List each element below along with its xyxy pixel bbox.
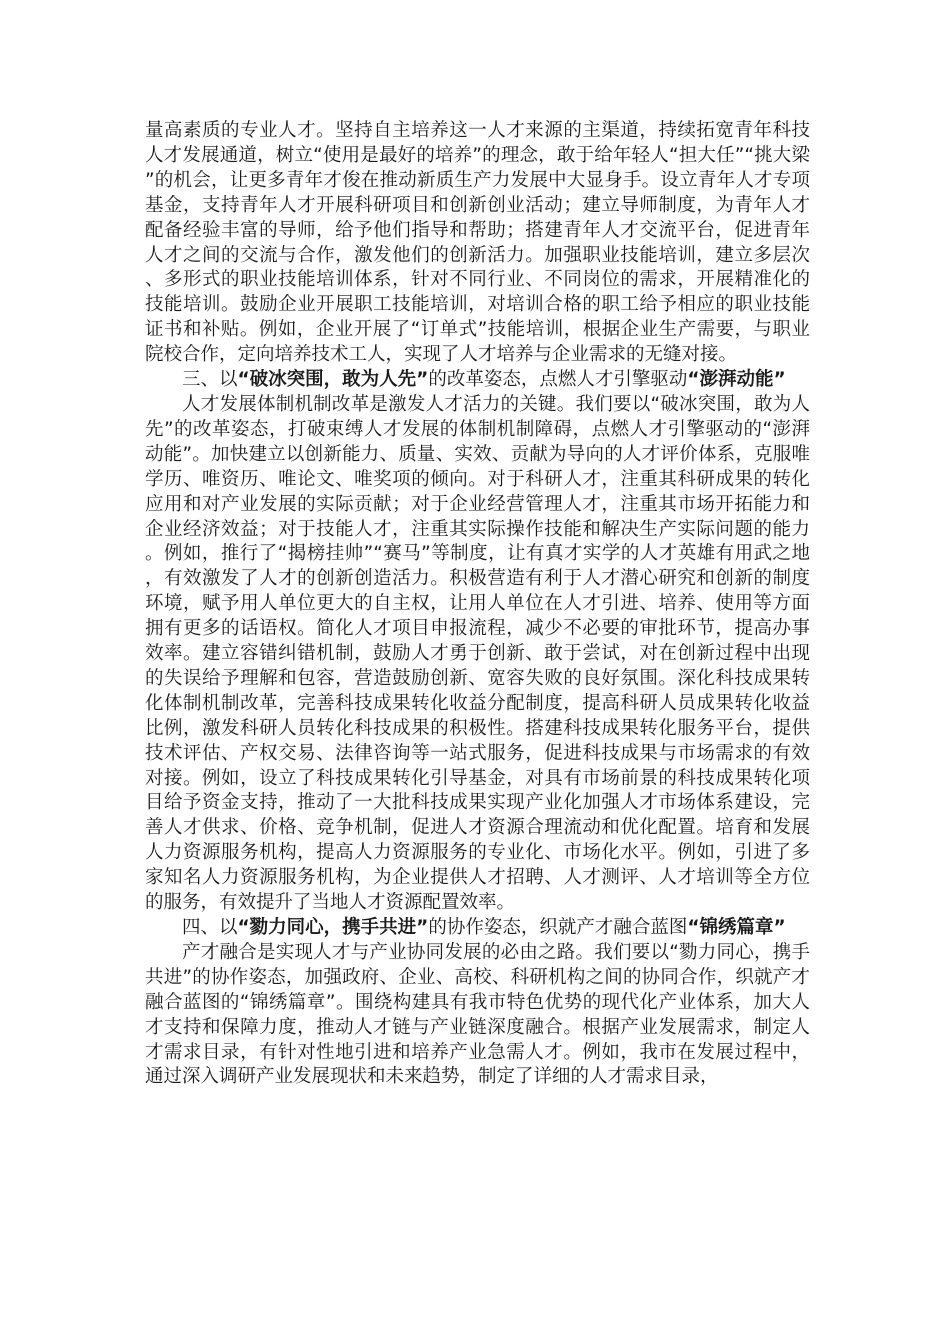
heading-3-quote-2: “澎湃动能” xyxy=(687,369,786,391)
document-page xyxy=(145,119,810,1090)
heading-3-prefix: 三、以 xyxy=(182,369,238,391)
heading-3-middle: 的改革姿态，点燃人才引擎驱动 xyxy=(428,369,688,391)
section-heading-3 xyxy=(145,368,810,393)
paragraph-talent-cultivation: 量高素质的专业人才。坚持自主培养这一人才来源的主渠道，持续拓宽青年科技人才发展通道，树立“使用是最好的培养”的理念，敢于给年轻人“担大任”“挑大梁”的机会，让更多青年才俊在推动新质生产力发展中大显身手。设立青年人才专项基金，支持青年人才开展科研项目和创新创业活动；建立导师制度，为青年人才配备经验丰富的导师，给予他们指导和帮助；搭建青年人才交流平台，促进青年人才之间的交流与合作，激发他们的创新活力。加强职业技能培训，建立多层次、多形式的职业技能培训体系，针对不同行业、不同岗位的需求，开展精准化的技能培训。鼓励企业开展职工技能培训，对培训合格的职工给予相应的职业技能证书和补贴。例如，企业开展了“订单式”技能培训，根据企业生产需要，与职业院校合作，定向培养技术工人，实现了人才培养与企业需求的无缝对接。 xyxy=(145,120,810,366)
paragraph-industry-talent-integration: 产才融合是实现人才与产业协同发展的必由之路。我们要以“勠力同心，携手共进”的协作姿态，加强政府、企业、高校、科研机构之间的协同合作，织就产才融合蓝图的“锦绣篇章”。围绕构建具有我市特色优势的现代化产业体系，加大人才支持和保障力度，推动人才链与产业链深度融合。根据产业发展需求，制定人才需求目录，有针对性地引进和培养产业急需人才。例如，我市在发展过程中，通过深入调研产业发展现状和未来趋势，制定了详细的人才需求目录， xyxy=(145,941,810,1088)
heading-4-prefix: 四、以 xyxy=(182,917,238,938)
heading-4-quote-1: “勠力同心，携手共进” xyxy=(237,917,429,938)
heading-4-quote-2: “锦绣篇章” xyxy=(687,917,786,938)
section-heading-4 xyxy=(145,916,810,941)
heading-3-quote-1: “破冰突围，敢为人先” xyxy=(237,369,429,391)
paragraph-reform: 人才发展体制机制改革是激发人才活力的关键。我们要以“破冰突围，敢为人先”的改革姿态，打破束缚人才发展的体制机制障碍，点燃人才引擎驱动的“澎湃动能”。加快建立以创新能力、质量、实效、贡献为导向的人才评价体系，克服唯学历、唯资历、唯论文、唯奖项的倾向。对于科研人才，注重其科研成果的转化应用和对产业发展的实际贡献；对于企业经营管理人才，注重其市场开拓能力和企业经济效益；对于技能人才，注重其实际操作技能和解决生产实际问题的能力。例如，推行了“揭榜挂帅”“赛马”等制度，让有真才实学的人才英雄有用武之地，有效激发了人才的创新创造活力。积极营造有利于人才潜心研究和创新的制度环境，赋予用人单位更大的自主权，让用人单位在人才引进、培养、使用等方面拥有更多的话语权。简化人才项目申报流程，减少不必要的审批环节，提高办事效率。建立容错纠错机制，鼓励人才勇于创新、敢于尝试，对在创新过程中出现的失误给予理解和包容，营造鼓励创新、宽容失败的良好氛围。深化科技成果转化体制机制改革，完善科技成果转化收益分配制度，提高科研人员成果转化收益比例，激发科研人员转化科技成果的积极性。搭建科技成果转化服务平台，提供技术评估、产权交易、法律咨询等一站式服务，促进科技成果与市场需求的有效对接。例如，设立了科技成果转化引导基金，对具有市场前景的科技成果转化项目给予资金支持，推动了一大批科技成果实现产业化加强人才市场体系建设，完善人才供求、价格、竞争机制，促进人才资源合理流动和优化配置。培育和发展人力资源服务机构，提高人力资源服务的专业化、市场化水平。例如，引进了多家知名人力资源服务机构，为企业提供人才招聘、人才测评、人才培训等全方位的服务，有效提升了当地人才资源配置效率。 xyxy=(145,393,810,914)
heading-4-middle: 的协作姿态，织就产才融合蓝图 xyxy=(428,917,688,938)
